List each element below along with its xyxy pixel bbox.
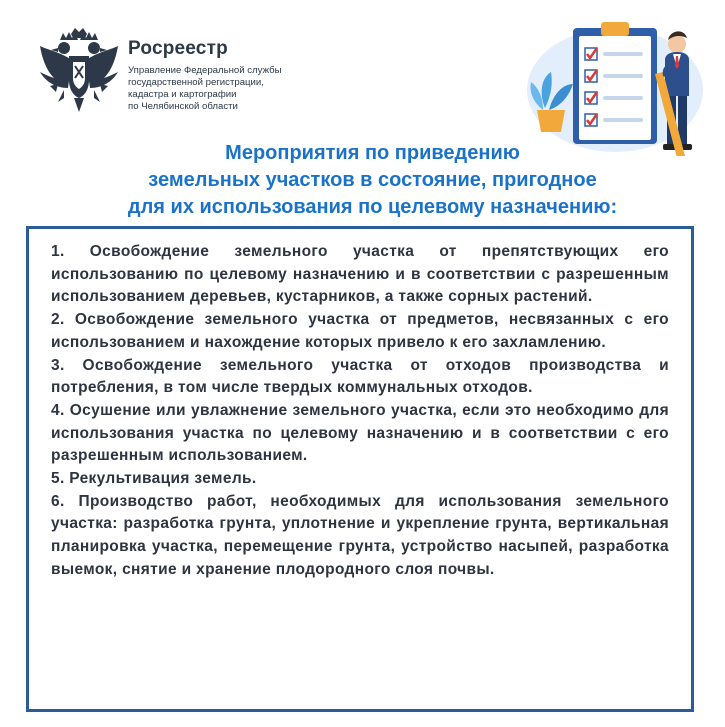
title-line: Мероприятия по приведению (225, 142, 520, 164)
header (36, 26, 316, 126)
org-subtitle-line: Управление Федеральной службы (128, 65, 282, 76)
list-item: 3. Освобождение земельного участка от отходов производства и потребления, в том числе твердых коммунальных отходов. (51, 356, 669, 397)
title-line: земельных участков в состояние, пригодное (148, 169, 597, 191)
list-item: 1. Освобождение земельного участка от препятствующих его использованию по целевому назначению и в соответствии с разрешенным использованием деревьев, кустарников, а также сорных растений. (51, 243, 669, 306)
list-item: 2. Освобождение земельного участка от предметов, несвязанных с его использованием и нахождение которых привело к его захламлению. (51, 311, 669, 351)
title-line: для их использования по целевому назначению: (127, 196, 618, 218)
page-title (20, 140, 725, 221)
org-subtitle-line: по Челябинской области (128, 101, 238, 112)
list-item: 6. Производство работ, необходимых для использования земельного участка: разработка грунта, уплотнение и укрепление грунта, вертикальная планировка участка, перемещение грунта, устройство насыпей, разработка выемок, снятие и хранение плодородного слоя почвы. (51, 492, 669, 578)
measures-list-panel (26, 226, 694, 712)
list-item: 4. Осушение или увлажнение земельного участка, если это необходимо для использования участка по целевому назначению и в соответствии с его разрешенным использованием. (51, 401, 669, 465)
list-item: 5. Рекультивация земель. (51, 470, 257, 488)
checklist-clipboard-man-illustration (527, 14, 709, 156)
double-headed-eagle-emblem-icon (36, 26, 122, 122)
org-subtitle (128, 65, 318, 113)
org-name: Росреестр (128, 38, 228, 59)
org-subtitle-line: государственной регистрации, (128, 77, 264, 88)
org-subtitle-line: кадастра и картографии (128, 89, 237, 100)
